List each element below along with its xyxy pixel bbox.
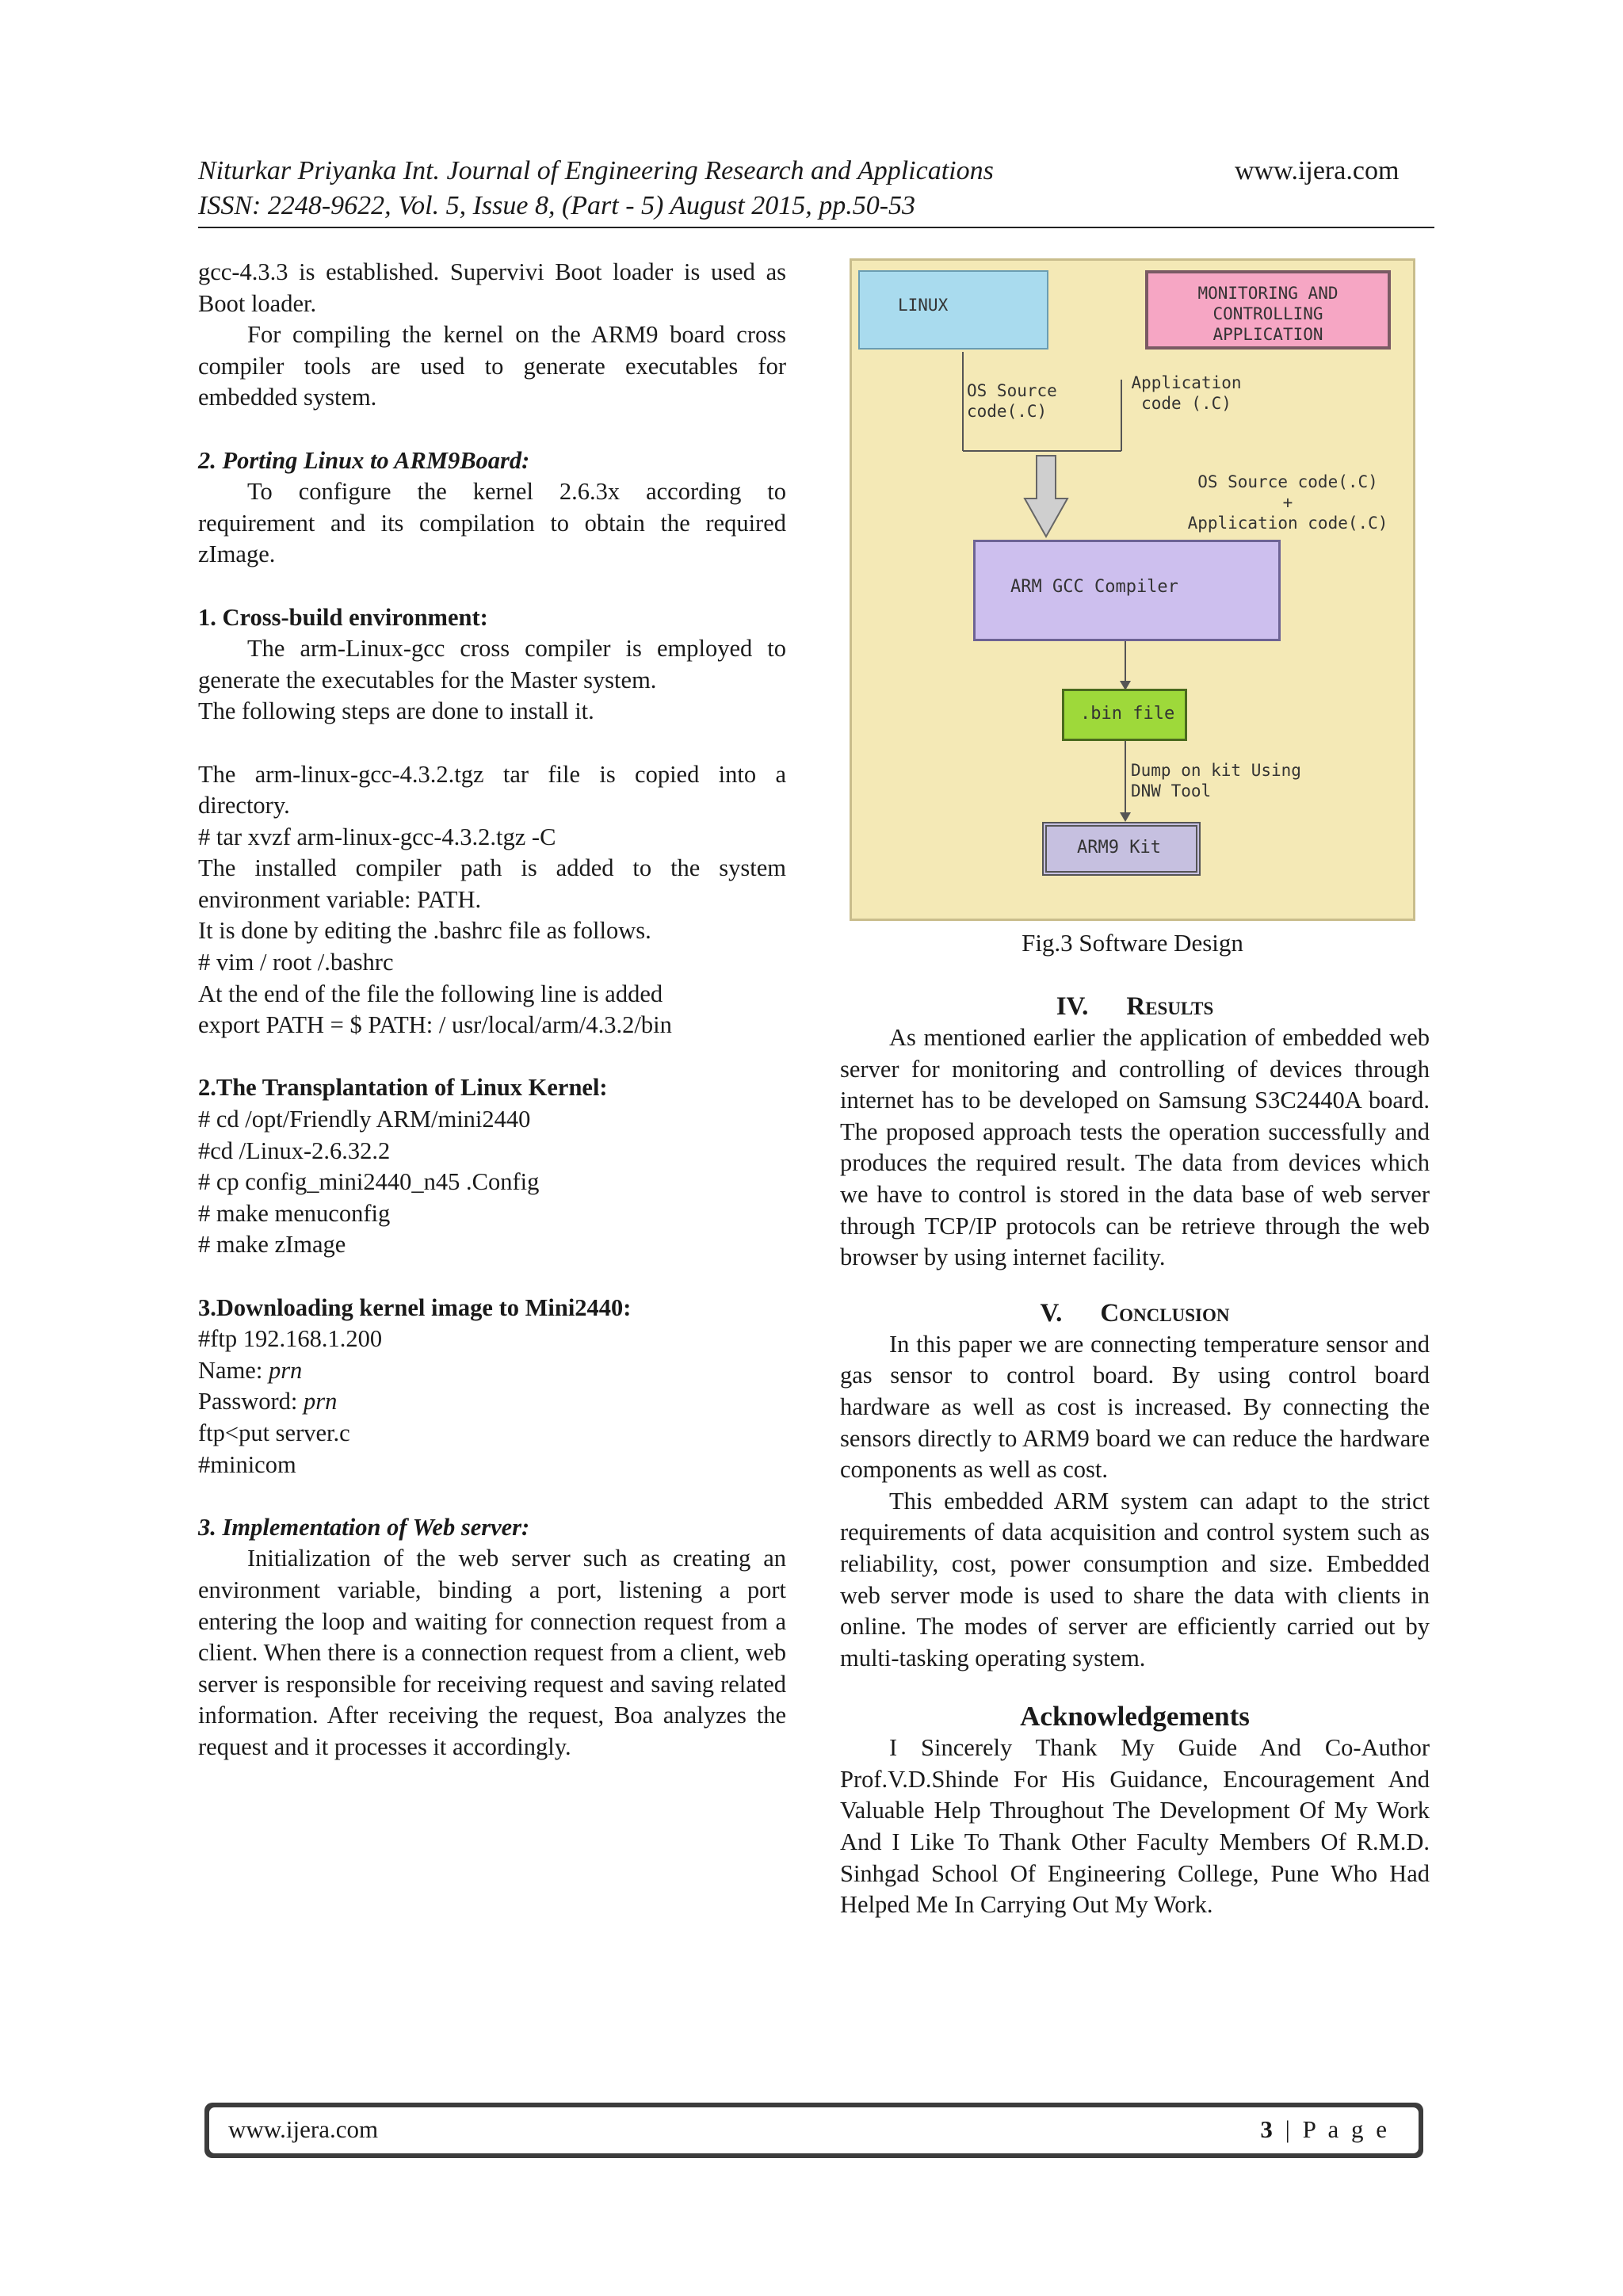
command-line: #minicom	[198, 1450, 296, 1478]
command-line: Name: prn	[198, 1356, 303, 1384]
paragraph: The arm-Linux-gcc cross compiler is employed to generate the executables for the Master system.	[198, 635, 786, 693]
command-line: # make menuconfig	[198, 1199, 391, 1227]
command-line: # tar xvzf arm-linux-gcc-4.3.2.tgz -C	[198, 823, 556, 850]
journal-issn: ISSN: 2248-9622, Vol. 5, Issue 8, (Part - 5) August 2015, pp.50-53	[198, 191, 916, 220]
paragraph: At the end of the file the following line is added	[198, 980, 663, 1007]
paragraph: The following steps are done to install it.	[198, 697, 594, 725]
arm9-kit-box: ARM9 Kit	[1042, 822, 1201, 876]
command-line: # make zImage	[198, 1231, 346, 1259]
section-heading: 3.Downloading kernel image to Mini2440:	[198, 1293, 632, 1321]
section-heading: 2. Porting Linux to ARM9Board:	[198, 446, 530, 474]
paragraph: This embedded ARM system can adapt to the strict requirements of data acquisition and control system such as reliability, cost, power consumption and size. Embedded web server mode is used to share the data with clients in online. The modes of server are efficiently carried out by multi-tasking operating system.	[840, 1487, 1430, 1671]
paragraph: As mentioned earlier the application of embedded web server for monitoring and controlling of devices through internet has to be developed on Samsung S3C2440A board. The proposed approach tests the operation successfully and produces the required result. The data from devices which we have to control is stored in the data base of web server through TCP/IP protocols can be retrieve through the web browser by using internet facility.	[840, 1024, 1430, 1271]
paragraph: The installed compiler path is added to the system environment variable: PATH.	[198, 854, 786, 913]
left-column	[198, 257, 786, 1763]
command-line: ftp<put server.c	[198, 1419, 350, 1446]
paragraph: To configure the kernel 2.6.3x according to requirement and its compilation to obtain the required zImage.	[198, 478, 786, 568]
bin-file-box: .bin file	[1062, 689, 1187, 741]
command-line: #cd /Linux-2.6.32.2	[198, 1137, 391, 1164]
software-design-figure	[850, 258, 1415, 921]
page-footer	[204, 2103, 1423, 2158]
paragraph: For compiling the kernel on the ARM9 board cross compiler tools are used to generate executables for embedded system.	[198, 321, 786, 411]
paragraph: The arm-linux-gcc-4.3.2.tgz tar file is copied into a directory.	[198, 760, 786, 819]
os-source-label: OS Source code(.C)	[967, 381, 1057, 421]
journal-website[interactable]: www.ijera.com	[1235, 156, 1400, 185]
section-heading: 2.The Transplantation of Linux Kernel:	[198, 1074, 608, 1102]
paragraph: gcc-4.3.3 is established. Supervivi Boot loader is used as Boot loader.	[198, 258, 786, 317]
command-line: #ftp 192.168.1.200	[198, 1325, 383, 1353]
acknowledgements-heading: Acknowledgements	[1020, 1701, 1250, 1733]
linux-box: LINUX	[858, 270, 1048, 350]
command-line: # vim / root /.bashrc	[198, 949, 394, 976]
monitoring-app-box: MONITORING AND CONTROLLING APPLICATION	[1145, 270, 1391, 350]
right-column	[840, 991, 1430, 1921]
footer-website[interactable]: www.ijera.com	[228, 2115, 379, 2143]
merged-source-label: OS Source code(.C) + Application code(.C)	[1187, 472, 1388, 533]
command-line: # cd /opt/Friendly ARM/mini2440	[198, 1106, 531, 1133]
arm-gcc-compiler-box: ARM GCC Compiler	[973, 540, 1281, 641]
page-number: 3 | P a g e	[1260, 2115, 1390, 2143]
command-line: Password: prn	[198, 1388, 338, 1415]
application-code-label: Application code (.C)	[1131, 373, 1242, 413]
paragraph: In this paper we are connecting temperature sensor and gas sensor to control board. By using control board hardware as well as cost is increased. By connecting the sensors directly to ARM9 board we can reduce the hardware components as well as cost.	[840, 1330, 1430, 1484]
conclusion-heading: V. Conclusion	[1040, 1298, 1230, 1328]
paragraph: It is done by editing the .bashrc file as follows.	[198, 917, 651, 945]
section-heading: 3. Implementation of Web server:	[198, 1513, 530, 1541]
results-heading: IV. Results	[1056, 992, 1214, 1021]
figure-caption: Fig.3 Software Design	[1022, 929, 1243, 957]
command-line: # cp config_mini2440_n45 .Config	[198, 1168, 540, 1196]
section-heading: 1. Cross-build environment:	[198, 603, 488, 631]
header-rule	[198, 227, 1434, 228]
journal-title: Niturkar Priyanka Int. Journal of Engineering Research and Applications	[198, 156, 994, 185]
paragraph: I Sincerely Thank My Guide And Co-Author Prof.V.D.Shinde For His Guidance, Encouragement And Valuable Help Throughout The Development Of My Work And I Like To Thank Other Faculty Members Of R.M.D. Sinhgad School Of Engineering College, Pune Who Had Helped Me In Carrying Out My Work.	[840, 1734, 1430, 1919]
command-line: export PATH = $ PATH: / usr/local/arm/4.3.2/bin	[198, 1011, 672, 1039]
dump-tool-label: Dump on kit Using DNW Tool	[1131, 761, 1301, 800]
paragraph: Initialization of the web server such as creating an environment variable, binding a port, listening a port entering the loop and waiting for connection request from a client. When there is a connection request from a client, web server is responsible for receiving request and saving related information. After receiving the request, Boa analyzes the request and it processes it accordingly.	[198, 1545, 786, 1760]
